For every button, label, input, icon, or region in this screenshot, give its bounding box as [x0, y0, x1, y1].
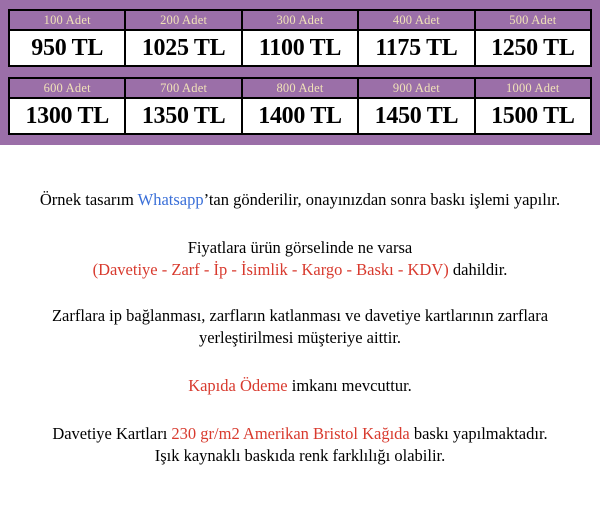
- quantity-label: 600 Adet: [10, 79, 124, 99]
- note-text: Davetiye Kartları: [52, 424, 172, 443]
- note-text: Örnek tasarım: [39, 190, 138, 209]
- note-highlight-whatsapp: Whatsapp: [137, 190, 204, 209]
- price-value: 1100 TL: [258, 35, 342, 61]
- price-value: 1400 TL: [258, 103, 342, 129]
- note-paper-quality: [10, 423, 590, 467]
- note-line: Zarflara ip bağlanması, zarfların katlanması ve davetiye kartlarının zarflara: [51, 306, 549, 325]
- quantity-label: 500 Adet: [476, 11, 590, 31]
- note-text: baskı yapılmaktadır.: [409, 424, 548, 443]
- quantity-label: 900 Adet: [359, 79, 473, 99]
- pricing-row: [8, 77, 592, 135]
- quantity-label: 800 Adet: [243, 79, 357, 99]
- price-value: 1500 TL: [491, 103, 575, 129]
- pricing-cell: [126, 11, 242, 65]
- note-customer-responsibility: [10, 305, 590, 349]
- quantity-label: 300 Adet: [243, 11, 357, 31]
- pricing-table-panel: [0, 0, 600, 145]
- note-text: ’tan gönderilir, onayınızdan sonra baskı işlemi yapılır.: [203, 190, 561, 209]
- price-value: 1175 TL: [375, 35, 458, 61]
- note-text: dahildir.: [448, 260, 508, 279]
- price-value: 950 TL: [31, 35, 104, 61]
- pricing-cell: [243, 79, 359, 133]
- note-line: yerleştirilmesi müşteriye aittir.: [198, 328, 402, 347]
- pricing-cell: [10, 79, 126, 133]
- pricing-row: [8, 9, 592, 67]
- pricing-cell: [10, 11, 126, 65]
- quantity-label: 400 Adet: [359, 11, 473, 31]
- pricing-cell: [243, 11, 359, 65]
- note-line: Işık kaynaklı baskıda renk farklılığı olabilir.: [154, 446, 446, 465]
- pricing-cell: [476, 11, 590, 65]
- note-whatsapp: [10, 189, 590, 211]
- note-included-items: [10, 237, 590, 281]
- notes-section: [0, 189, 600, 467]
- note-payment-on-delivery: [10, 375, 590, 397]
- pricing-cell: [359, 79, 475, 133]
- note-highlight-payment: Kapıda Ödeme: [188, 376, 288, 395]
- note-line: [10, 259, 590, 281]
- pricing-cell: [476, 79, 590, 133]
- price-value: 1025 TL: [141, 35, 226, 61]
- quantity-label: 100 Adet: [10, 11, 124, 31]
- note-text: imkanı mevcuttur.: [287, 376, 412, 395]
- price-value: 1350 TL: [141, 103, 226, 129]
- quantity-label: 700 Adet: [126, 79, 240, 99]
- note-highlight-paper: 230 gr/m2 Amerikan Bristol Kağıda: [171, 424, 410, 443]
- pricing-cell: [126, 79, 242, 133]
- quantity-label: 200 Adet: [126, 11, 240, 31]
- note-line: [10, 423, 590, 445]
- pricing-cell: [359, 11, 475, 65]
- note-line: Fiyatlara ürün görselinde ne varsa: [187, 238, 413, 257]
- quantity-label: 1000 Adet: [476, 79, 590, 99]
- note-highlight-included: (Davetiye - Zarf - İp - İsimlik - Kargo - Baskı - KDV): [92, 260, 449, 279]
- price-value: 1300 TL: [25, 103, 109, 129]
- price-value: 1450 TL: [374, 103, 459, 129]
- price-value: 1250 TL: [491, 35, 575, 61]
